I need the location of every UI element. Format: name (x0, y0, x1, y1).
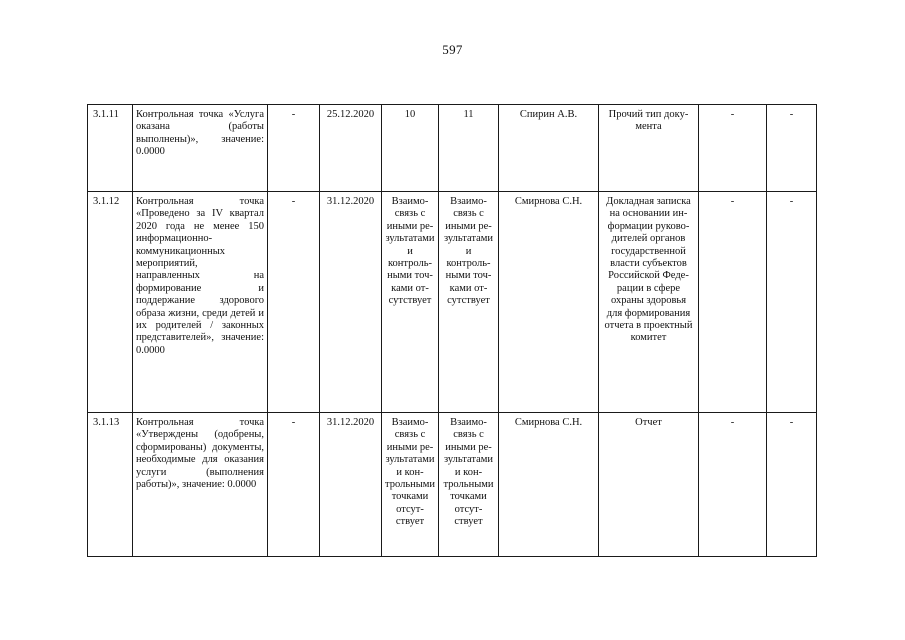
predecessor-cell: 10 (382, 105, 439, 192)
start-date: - (268, 413, 320, 557)
row-number: 3.1.11 (88, 105, 133, 192)
responsible-person: Смирнова С.Н. (499, 413, 599, 557)
document-type: Докладная записка на основании ин- формации руково- дителей органов государственной власти субъектов Российской Феде- рации в сфере охраны здоровья для формирования отчета в проектный комитет (599, 192, 699, 413)
document-type: Прочий тип доку- мента (599, 105, 699, 192)
row-number: 3.1.13 (88, 413, 133, 557)
table-row (88, 105, 817, 192)
start-date: - (268, 192, 320, 413)
document-type: Отчет (599, 413, 699, 557)
successor-cell: Взаимо- связь с иными ре- зультатами и контроль- ными точ- ками от- сутствует (439, 192, 499, 413)
table-row (88, 413, 817, 557)
extra-cell-1: - (699, 192, 767, 413)
extra-cell-2: - (767, 192, 817, 413)
responsible-person: Спирин А.В. (499, 105, 599, 192)
control-points-table (87, 104, 817, 557)
end-date: 31.12.2020 (320, 413, 382, 557)
control-point-name: Контрольная точка «Услуга оказана (работы выполнены)», значение: 0.0000 (133, 105, 268, 192)
extra-cell-2: - (767, 105, 817, 192)
start-date: - (268, 105, 320, 192)
page-number: 597 (442, 42, 463, 57)
extra-cell-1: - (699, 105, 767, 192)
extra-cell-1: - (699, 413, 767, 557)
extra-cell-2: - (767, 413, 817, 557)
control-point-name: Контрольная точка «Проведено за IV квартал 2020 года не менее 150 информационно-коммуникационных мероприятий, направленных на формирование и поддержание здорового образа жизни, среди детей и их родителей / законных представителей», значение: 0.0000 (133, 192, 268, 413)
predecessor-cell: Взаимо- связь с иными ре- зультатами и кон- трольными точками отсут- ствует (382, 413, 439, 557)
table-row (88, 192, 817, 413)
control-point-name: Контрольная точка «Утверждены (одобрены, сформированы) документы, необходимые для оказания услуги (выполнения работы)», значение: 0.0000 (133, 413, 268, 557)
successor-cell: 11 (439, 105, 499, 192)
successor-cell: Взаимо- связь с иными ре- зультатами и кон- трольными точками отсут- ствует (439, 413, 499, 557)
row-number: 3.1.12 (88, 192, 133, 413)
end-date: 25.12.2020 (320, 105, 382, 192)
predecessor-cell: Взаимо- связь с иными ре- зультатами и контроль- ными точ- ками от- сутствует (382, 192, 439, 413)
end-date: 31.12.2020 (320, 192, 382, 413)
responsible-person: Смирнова С.Н. (499, 192, 599, 413)
